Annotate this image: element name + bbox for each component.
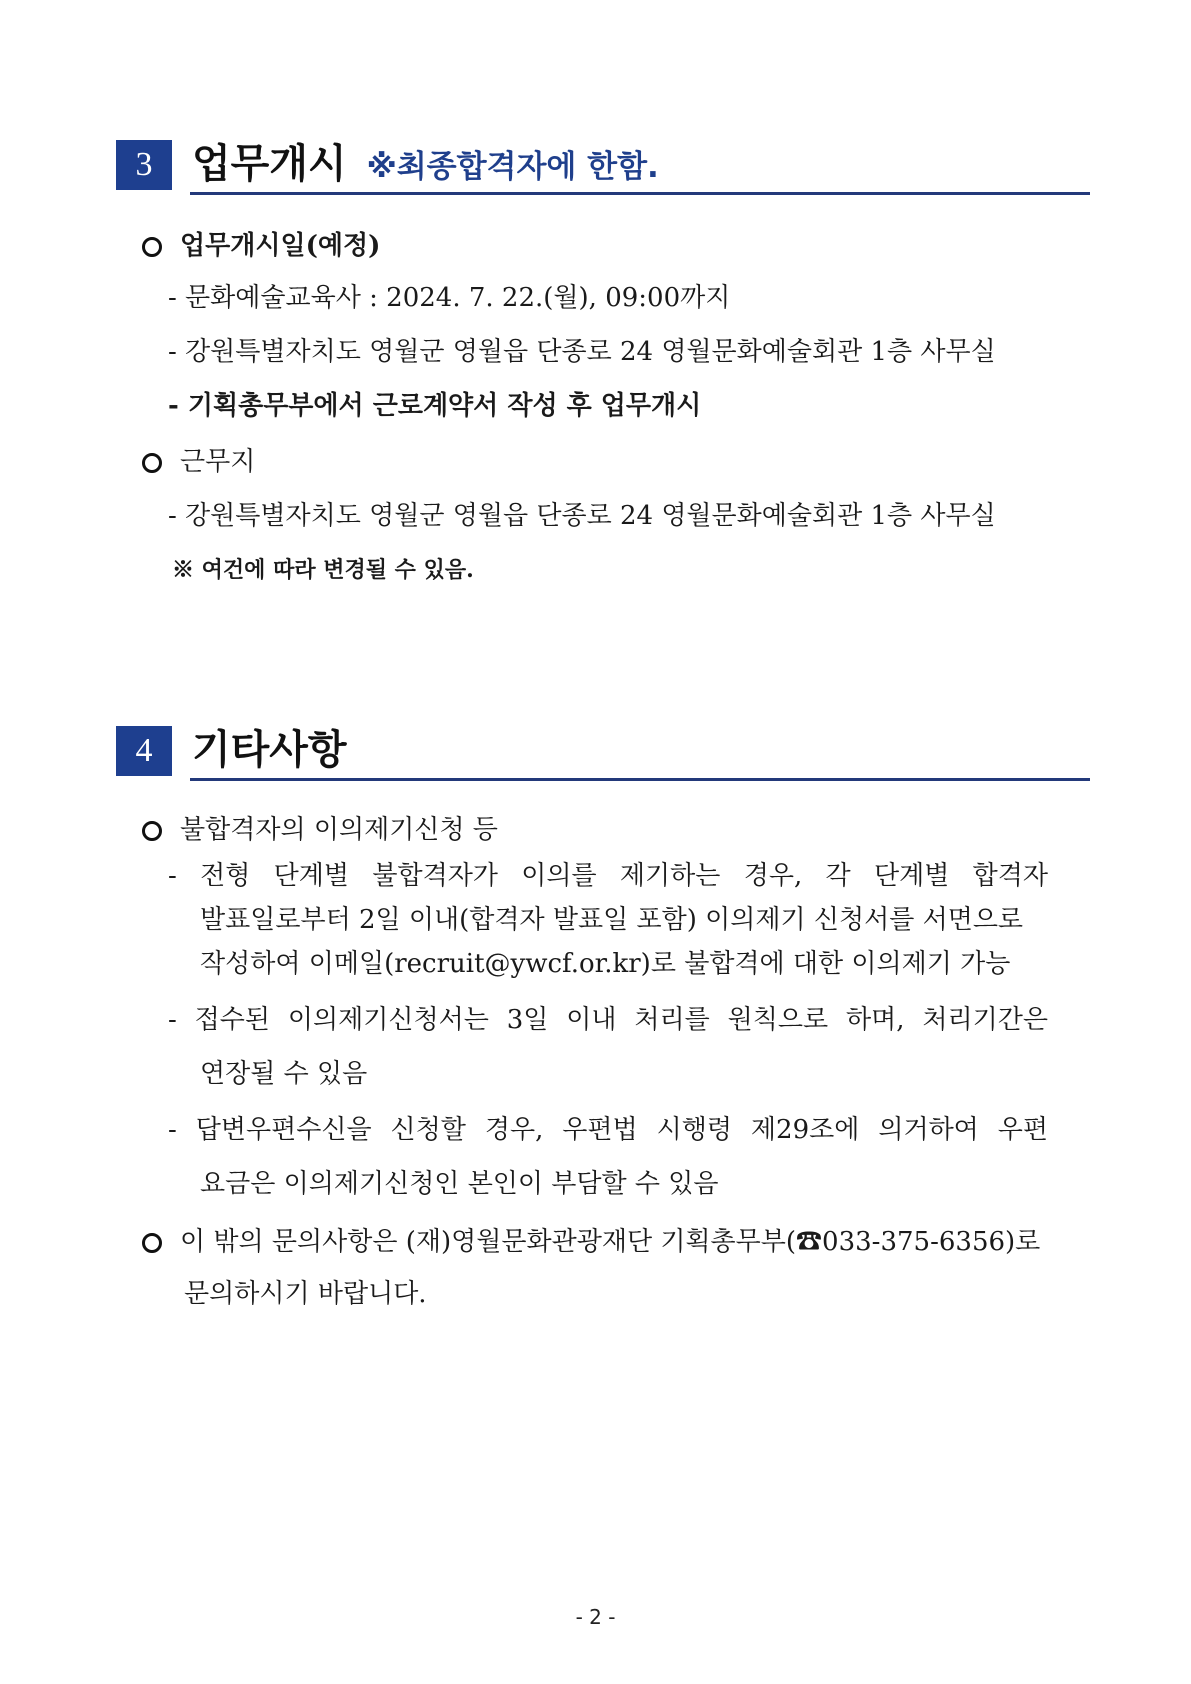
dash-line: - 문화예술교육사 : 2024. 7. 22.(월), 09:00까지	[168, 283, 731, 313]
section-title-note: ※최종합격자에 한함.	[366, 149, 659, 185]
circle-bullet-icon	[142, 237, 162, 257]
paragraph-first-line: - 전형 단계별 불합격자가 이의를 제기하는 경우, 각 단계별 합격자	[168, 861, 1048, 891]
paragraph-first-line: - 답변우편수신을 신청할 경우, 우편법 시행령 제29조에 의거하여 우편	[168, 1115, 1048, 1145]
section-underline	[190, 778, 1090, 781]
circle-bullet-icon	[142, 453, 162, 473]
section-number: 4	[116, 726, 172, 776]
continuation-line: 문의하시기 바랍니다.	[184, 1279, 427, 1309]
continuation-line: 작성하여 이메일(recruit@ywcf.or.kr)로 불합격에 대한 이의제기 가능	[200, 949, 1011, 979]
dash-line	[168, 1002, 1048, 1038]
section-title	[192, 722, 347, 778]
dash-line: - 기획총무부에서 근로계약서 작성 후 업무개시	[168, 391, 702, 421]
bullet-heading: 업무개시일(예정)	[180, 231, 381, 261]
dash-line	[168, 1112, 1048, 1148]
dash-line: - 강원특별자치도 영월군 영월읍 단종로 24 영월문화예술회관 1층 사무실	[168, 501, 996, 531]
bullet-item-start-date	[142, 228, 380, 264]
circle-bullet-icon	[142, 1233, 162, 1253]
paragraph-first-line: - 접수된 이의제기신청서는 3일 이내 처리를 원칙으로 하며, 처리기간은	[168, 1005, 1048, 1035]
continuation-line: 연장될 수 있음	[200, 1059, 368, 1089]
continuation-line: 요금은 이의제기신청인 본인이 부담할 수 있음	[200, 1169, 719, 1199]
bullet-heading: 이 밖의 문의사항은 (재)영월문화관광재단 기획총무부(☎033-375-6356)로	[180, 1227, 1041, 1257]
section-title	[192, 136, 659, 195]
section-number: 3	[116, 140, 172, 190]
section-title-text: 기타사항	[192, 727, 347, 773]
bullet-item-workplace	[142, 444, 255, 480]
bullet-item-appeal	[142, 812, 498, 848]
section-underline	[190, 192, 1090, 195]
page-number: - 2 -	[575, 1605, 616, 1629]
circle-bullet-icon	[142, 821, 162, 841]
bullet-item-inquiry	[142, 1224, 1040, 1260]
note-text: ※ 여건에 따라 변경될 수 있음.	[172, 557, 474, 583]
bullet-heading: 근무지	[180, 447, 256, 477]
continuation-line: 발표일로부터 2일 이내(합격자 발표일 포함) 이의제기 신청서를 서면으로	[200, 905, 1024, 935]
section-title-text: 업무개시	[192, 141, 347, 187]
dash-line	[168, 858, 1048, 894]
bullet-heading: 불합격자의 이의제기신청 등	[180, 815, 498, 845]
dash-line: - 강원특별자치도 영월군 영월읍 단종로 24 영월문화예술회관 1층 사무실	[168, 337, 996, 367]
